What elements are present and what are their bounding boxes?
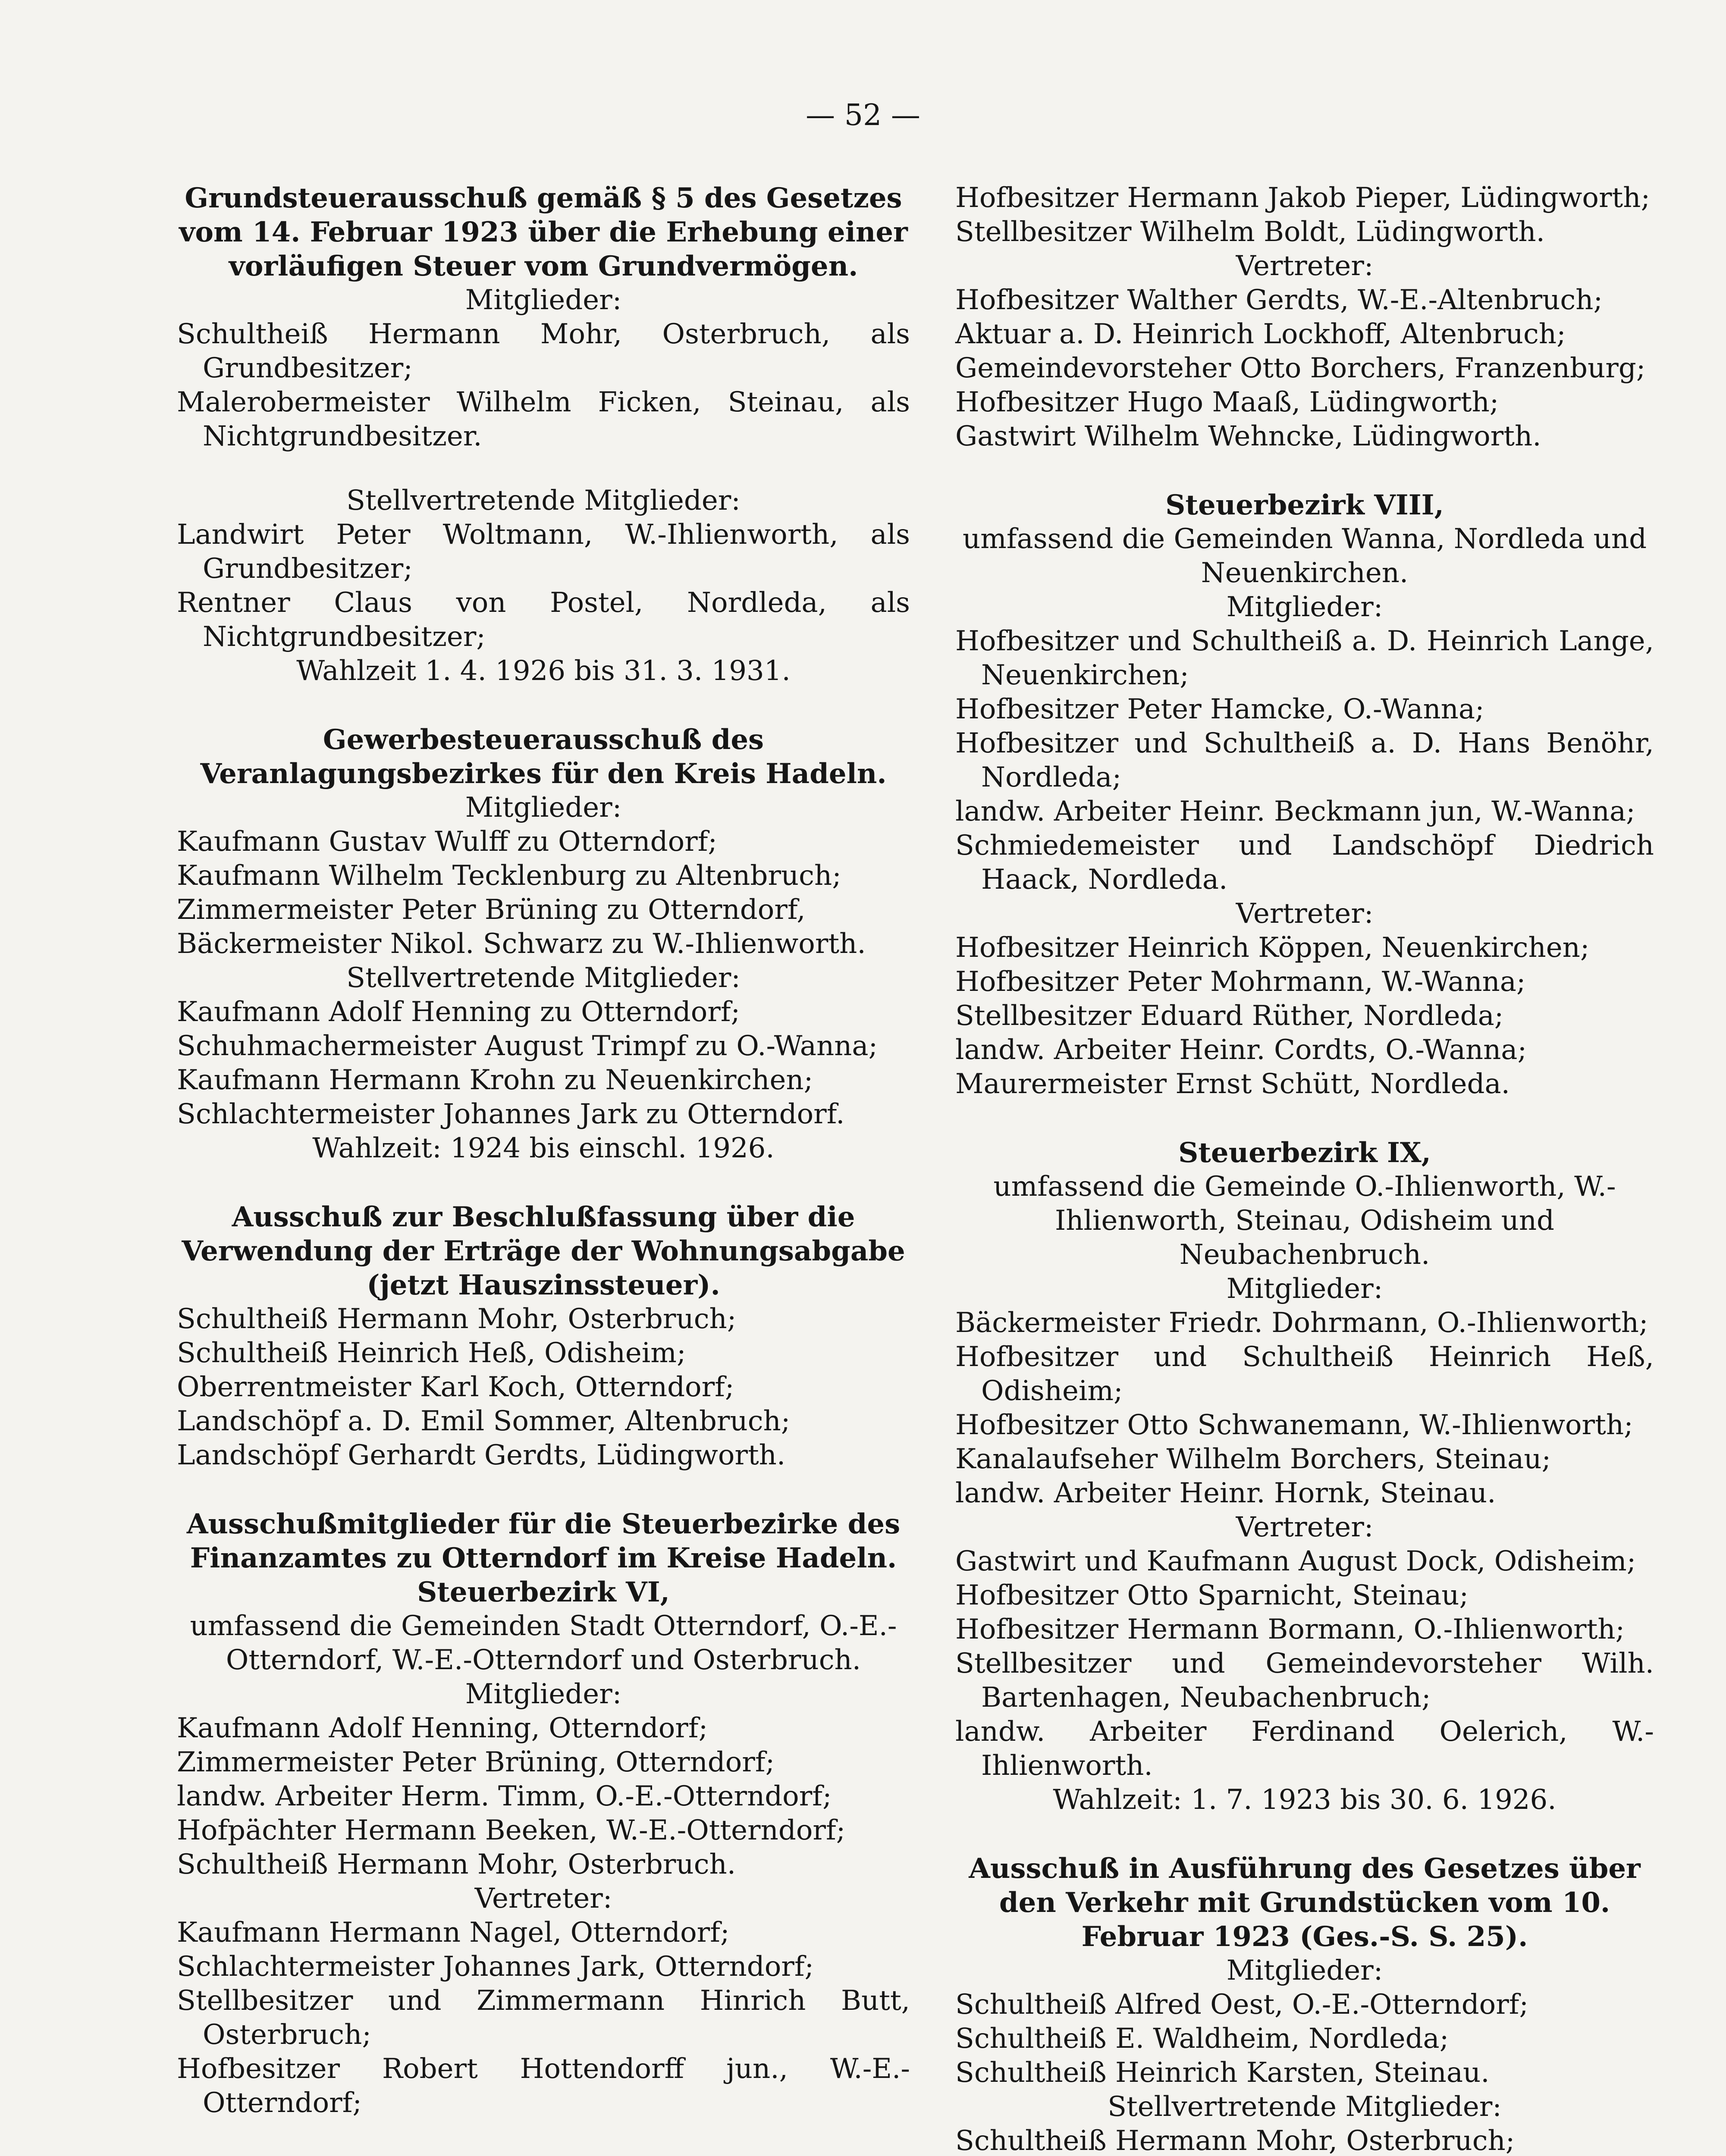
district-scope: umfassend die Gemeinden Wanna, Nordleda und Neuenkirchen. — [962, 523, 1647, 589]
list-item: Schultheiß E. Waldheim, Nordleda; — [955, 2023, 1449, 2055]
list-item: Oberrentmeister Karl Koch, Otterndorf; — [177, 1371, 734, 1403]
list-item: landw. Arbeiter Heinr. Hornk, Steinau. — [955, 1477, 1496, 1509]
list-item: Kaufmann Gustav Wulff zu Otterndorf; — [177, 826, 717, 858]
steuerbezirk-7-continued — [955, 181, 1654, 454]
list-item: Schultheiß Hermann Mohr, Osterbruch; — [955, 2125, 1515, 2156]
members-label: Mitglieder: — [465, 792, 622, 824]
list-item: Kaufmann Adolf Henning, Otterndorf; — [177, 1712, 708, 1744]
members-label: Mitglieder: — [1226, 1955, 1383, 1987]
list-item: Kaufmann Hermann Nagel, Otterndorf; — [177, 1917, 730, 1949]
district-scope: umfassend die Gemeinden Stadt Otterndorf, O.-E.-Otterndorf, W.-E.-Otterndorf und Osterbruch. — [190, 1610, 897, 1676]
list-item: Hofbesitzer Hermann Jakob Pieper, Lüdingworth; — [955, 182, 1651, 214]
list-item: Hofbesitzer Peter Mohrmann, W.-Wanna; — [955, 966, 1526, 998]
deputies-label: Stellvertretende Mitglieder: — [346, 962, 741, 994]
members-label: Mitglieder: — [1226, 591, 1383, 623]
list-item: Schultheiß Alfred Oest, O.-E.-Otterndorf; — [955, 1989, 1529, 2021]
list-item: Schultheiß Hermann Mohr, Osterbruch, als Grundbesitzer; — [177, 318, 910, 384]
deputies-label: Stellvertretende Mitglieder: — [346, 485, 741, 517]
list-item: Hofbesitzer Hermann Bormann, O.-Ihlienworth; — [955, 1614, 1625, 1645]
members-label: Mitglieder: — [465, 1678, 622, 1710]
list-item: Maurermeister Ernst Schütt, Nordleda. — [955, 1068, 1510, 1100]
deputies-label: Vertreter: — [1236, 250, 1374, 282]
district-heading: Steuerbezirk VI, — [417, 1576, 670, 1608]
list-item: Hofbesitzer Robert Hottendorff jun., W.-E.-Otterndorf; — [177, 2053, 910, 2119]
section-heading: Ausschuß zur Beschlußfassung über die Verwendung der Erträge der Wohnungsabgabe (jetzt Hauszinssteuer). — [182, 1201, 905, 1301]
list-item: landw. Arbeiter Heinr. Beckmann jun, W.-Wanna; — [955, 796, 1635, 827]
right-column — [955, 181, 1654, 2156]
list-item: landw. Arbeiter Heinr. Cordts, O.-Wanna; — [955, 1034, 1527, 1066]
district-heading: Steuerbezirk IX, — [1178, 1137, 1431, 1169]
list-item: Hofbesitzer und Schultheiß a. D. Hans Benöhr, Nordleda; — [955, 727, 1654, 793]
section-heading: Gewerbesteuerausschuß des Veranlagungsbezirkes für den Kreis Hadeln. — [200, 724, 887, 790]
list-item: Stellbesitzer Eduard Rüther, Nordleda; — [955, 1000, 1504, 1032]
steuerbezirk-8-section — [955, 488, 1654, 1101]
list-item: Hofbesitzer Otto Schwanemann, W.-Ihlienworth; — [955, 1409, 1633, 1441]
members-label: Mitglieder: — [1226, 1273, 1383, 1305]
list-item: Gastwirt und Kaufmann August Dock, Odisheim; — [955, 1545, 1636, 1577]
term-text: Wahlzeit: 1924 bis einschl. 1926. — [312, 1132, 775, 1164]
steuerbezirk-6-section — [177, 1575, 910, 2120]
list-item: Kanalaufseher Wilhelm Borchers, Steinau; — [955, 1443, 1551, 1475]
list-item: Kaufmann Hermann Krohn zu Neuenkirchen; — [177, 1064, 813, 1096]
list-item: Schultheiß Hermann Mohr, Osterbruch; — [177, 1303, 737, 1335]
term-text: Wahlzeit 1. 4. 1926 bis 31. 3. 1931. — [296, 655, 791, 687]
list-item: Zimmermeister Peter Brüning, Otterndorf; — [177, 1746, 775, 1778]
list-item: Hofbesitzer Heinrich Köppen, Neuenkirchen; — [955, 932, 1590, 964]
page-number: — 52 — — [806, 98, 920, 132]
list-item: Stellbesitzer und Gemeindevorsteher Wilh. Bartenhagen, Neubachenbruch; — [955, 1648, 1654, 1714]
deputies-label: Vertreter: — [1236, 1511, 1374, 1543]
list-item: Schultheiß Hermann Mohr, Osterbruch. — [177, 1849, 736, 1880]
steuerbezirk-9-section — [955, 1136, 1654, 1817]
deputies-label: Vertreter: — [1236, 898, 1374, 930]
list-item: Gastwirt Wilhelm Wehncke, Lüdingworth. — [955, 420, 1541, 452]
list-item: Stellbesitzer Wilhelm Boldt, Lüdingworth. — [955, 216, 1545, 248]
district-scope: umfassend die Gemeinde O.-Ihlienworth, W.-Ihlienworth, Steinau, Odisheim und Neubachenbruch. — [993, 1171, 1616, 1271]
list-item: Hofbesitzer Walther Gerdts, W.-E.-Altenbruch; — [955, 284, 1603, 316]
list-item: Rentner Claus von Postel, Nordleda, als Nichtgrundbesitzer; — [177, 587, 910, 653]
list-item: Landschöpf Gerhardt Gerdts, Lüdingworth. — [177, 1439, 786, 1471]
list-item: Landschöpf a. D. Emil Sommer, Altenbruch; — [177, 1405, 791, 1437]
list-item: Schlachtermeister Johannes Jark zu Otterndorf. — [177, 1098, 845, 1130]
list-item: Schlachtermeister Johannes Jark, Otterndorf; — [177, 1951, 814, 1983]
list-item: Kaufmann Wilhelm Tecklenburg zu Altenbruch; — [177, 860, 841, 892]
term-text: Wahlzeit: 1. 7. 1923 bis 30. 6. 1926. — [1053, 1784, 1557, 1816]
list-item: Aktuar a. D. Heinrich Lockhoff, Altenbruch; — [955, 318, 1566, 350]
section-heading: Grundsteuerausschuß gemäß § 5 des Gesetzes vom 14. Februar 1923 über die Erhebung einer vorläufigen Steuer vom Grundvermögen. — [179, 182, 908, 282]
section-heading: Ausschuß in Ausführung des Gesetzes über den Verkehr mit Grundstücken vom 10. Februar 1923 (Ges.-S. S. 25). — [969, 1852, 1641, 1953]
district-heading: Steuerbezirk VIII, — [1165, 489, 1444, 521]
list-item: landw. Arbeiter Ferdinand Oelerich, W.-Ihlienworth. — [955, 1716, 1654, 1782]
list-item: Stellbesitzer und Zimmermann Hinrich Butt, Osterbruch; — [177, 1985, 910, 2051]
finanzamt-section — [177, 1507, 910, 1575]
list-item: Schultheiß Heinrich Heß, Odisheim; — [177, 1337, 686, 1369]
gewerbesteuer-section — [177, 723, 910, 1166]
list-item: Gemeindevorsteher Otto Borchers, Franzenburg; — [955, 352, 1646, 384]
list-item: Hofbesitzer Hugo Maaß, Lüdingworth; — [955, 386, 1499, 418]
list-item: landw. Arbeiter Herm. Timm, O.-E.-Otterndorf; — [177, 1780, 832, 1812]
list-item: Schuhmachermeister August Trimpf zu O.-Wanna; — [177, 1030, 878, 1062]
list-item: Hofbesitzer und Schultheiß a. D. Heinrich Lange, Neuenkirchen; — [955, 625, 1654, 691]
list-item: Landwirt Peter Woltmann, W.-Ihlienworth, als Grundbesitzer; — [177, 519, 910, 585]
list-item: Bäckermeister Nikol. Schwarz zu W.-Ihlienworth. — [177, 928, 866, 960]
list-item: Hofpächter Hermann Beeken, W.-E.-Otterndorf; — [177, 1814, 846, 1846]
members-label: Mitglieder: — [465, 284, 622, 316]
wohnungsabgabe-section — [177, 1200, 910, 1473]
deputies-label: Vertreter: — [474, 1883, 612, 1915]
list-item: Zimmermeister Peter Brüning zu Otterndorf, — [177, 894, 806, 926]
list-item: Schmiedemeister und Landschöpf Diedrich Haack, Nordleda. — [955, 830, 1654, 896]
grundsteuer-section — [177, 181, 910, 688]
list-item: Malerobermeister Wilhelm Ficken, Steinau, als Nichtgrundbesitzer. — [177, 386, 910, 452]
list-item: Bäckermeister Friedr. Dohrmann, O.-Ihlienworth; — [955, 1307, 1648, 1339]
deputies-label: Stellvertretende Mitglieder: — [1108, 2091, 1502, 2123]
list-item: Kaufmann Adolf Henning zu Otterndorf; — [177, 996, 741, 1028]
list-item: Schultheiß Heinrich Karsten, Steinau. — [955, 2057, 1490, 2089]
list-item: Hofbesitzer Otto Sparnicht, Steinau; — [955, 1579, 1469, 1611]
grundstuecke-section — [955, 1852, 1654, 2156]
list-item: Hofbesitzer und Schultheiß Heinrich Heß, Odisheim; — [955, 1341, 1654, 1407]
left-column — [177, 181, 910, 2156]
section-heading: Ausschußmitglieder für die Steuerbezirke des Finanzamtes zu Otterndorf im Kreise Hadeln. — [186, 1508, 901, 1574]
list-item: Hofbesitzer Peter Hamcke, O.-Wanna; — [955, 693, 1484, 725]
